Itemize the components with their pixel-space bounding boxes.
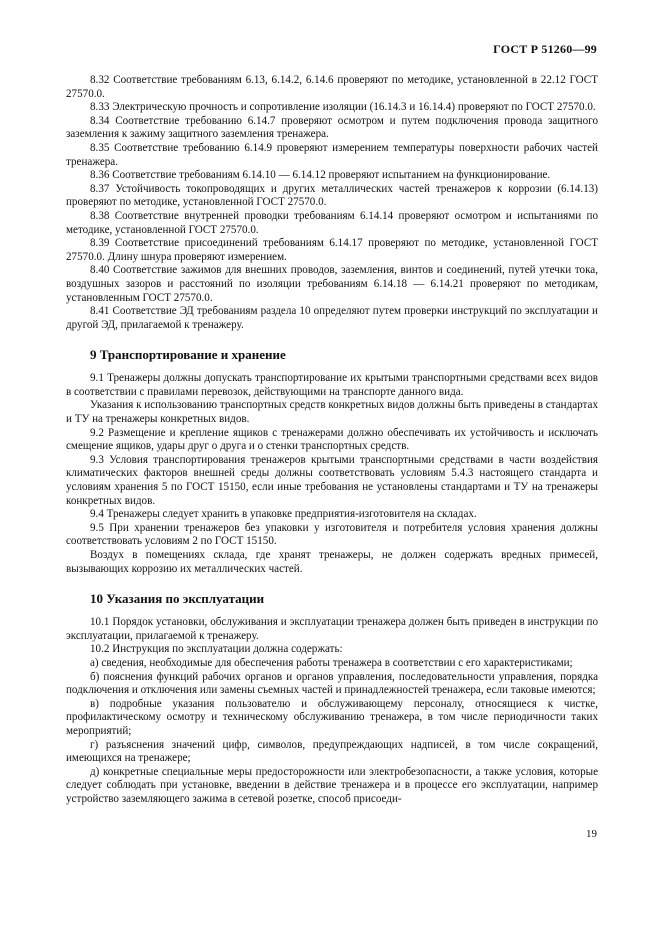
paragraph-8-41: 8.41 Соответствие ЭД требованиям раздела 10 определяют путем проверки инструкций по эксплуатации и другой ЭД, прилагаемой к тренажеру. <box>66 305 598 331</box>
list-item-v: в) подробные указания пользователю и обслуживающему персоналу, относящиеся к чистке, профилактическому осмотру и техническому обслуживанию тренажера, в том числе периодичности таких мероприятий; <box>66 697 598 737</box>
list-item-a: а) сведения, необходимые для обеспечения работы тренажера в соответствии с его характеристиками; <box>90 656 573 669</box>
paragraph-9-1: 9.1 Тренажеры должны допускать транспортирование их крытыми транспортными средствами всех видов в соответствии с правилами перевозок, действующими на транспорте данного вида. <box>66 372 598 398</box>
paragraph-9-5: 9.5 При хранении тренажеров без упаковки у изготовителя и потребителя условия хранения должны соответствовать условиям 2 по ГОСТ 15150. <box>66 521 598 548</box>
paragraph-8-32: 8.32 Соответствие требованиям 6.13, 6.14.2, 6.14.6 проверяют по методике, установленной в 22.12 ГОСТ 27570.0. <box>66 74 598 100</box>
list-item-d: д) конкретные специальные меры предосторожности или электробезопасности, а также условия, которые следует соблюдать при установке, введении в действие тренажера и в процессе его эксплуатации, например устройство заземляющего зажима в сетевой розетке, способ присоеди- <box>66 765 598 805</box>
list-item-g: г) разъяснения значений цифр, символов, предупреждающих надписей, в том числе сокращений, имеющихся на тренажере; <box>66 738 598 765</box>
paragraph-8-40: 8.40 Соответствие зажимов для внешних проводов, заземления, винтов и соединений, путей утечки тока, воздушных зазоров и расстояний по изоляции требованиям 6.14.18 — 6.14.21 проверяют по методикам, установленным ГОСТ 27570.0. <box>66 264 598 304</box>
paragraph-9-4: 9.4 Тренажеры следует хранить в упаковке предприятия-изготовителя на складах. <box>90 508 477 521</box>
paragraph-8-39: 8.39 Соответствие присоединений требованиям 6.14.17 проверяют по методике, установленной ГОСТ 27570.0. Длину шнура проверяют измерением. <box>66 237 598 263</box>
paragraph-10-1: 10.1 Порядок установки, обслуживания и эксплуатации тренажера должен быть приведен в инструкции по эксплуатации, прилагаемой к тренажеру. <box>66 616 598 642</box>
paragraph-8-34: 8.34 Соответствие требованию 6.14.7 проверяют осмотром и путем подключения провода защитного заземления к зажиму защитного заземления тренажера. <box>66 114 598 141</box>
section-9-heading: 9 Транспортирование и хранение <box>90 347 286 363</box>
paragraph-8-35: 8.35 Соответствие требованию 6.14.9 проверяют измерением температуры поверхности рабочих частей тренажера. <box>66 141 598 168</box>
standard-code-header: ГОСТ Р 51260—99 <box>493 42 597 56</box>
document-body <box>66 74 598 807</box>
paragraph-8-33: 8.33 Электрическую прочность и сопротивление изоляции (16.14.3 и 16.14.4) проверяют по ГОСТ 27570.0. <box>90 101 596 114</box>
paragraph-9-5-note: Воздух в помещениях склада, где хранят тренажеры, не должен содержать вредных примесей, вызывающих коррозию их металлических частей. <box>66 549 598 575</box>
paragraph-10-2: 10.2 Инструкция по эксплуатации должна содержать: <box>90 643 343 656</box>
paragraph-9-1-note: Указания к использованию транспортных средств конкретных видов должны быть приведены в стандартах и ТУ на тренажеры конкретных видов. <box>66 399 598 426</box>
paragraph-9-3: 9.3 Условия транспортирования тренажеров крытыми транспортными средствами в части воздействия климатических факторов внешней среды должны соответствовать условиям 5.4.3 настоящего стандарта и условиям хранения 5 по ГОСТ 15150, если иные требования не установлены стандартами и ТУ на тренажеры конкретных видов. <box>66 453 598 507</box>
paragraph-8-37: 8.37 Устойчивость токопроводящих и других металлических частей тренажеров к коррозии (6.14.13) проверяют по методике, установленной ГОСТ 27570.0. <box>66 182 598 209</box>
section-10-body <box>66 616 598 806</box>
section-10-heading: 10 Указания по эксплуатации <box>90 591 265 607</box>
paragraph-8-36: 8.36 Соответствие требованиям 6.14.10 — 6.14.12 проверяют испытанием на функционирование. <box>90 169 551 182</box>
page-number: 19 <box>586 828 597 840</box>
paragraph-9-2: 9.2 Размещение и крепление ящиков с тренажерами должно обеспечивать их устойчивость и исключать смещение ящиков, удары друг о друга и о стенки транспортных средств. <box>66 426 598 453</box>
section-8-continuation <box>66 74 598 332</box>
paragraph-8-38: 8.38 Соответствие внутренней проводки требованиям 6.14.14 проверяют осмотром и испытаниями по методике, установленной ГОСТ 27570.0. <box>66 209 598 236</box>
list-item-b: б) пояснения функций рабочих органов и органов управления, последовательности управления, порядка подключения и отключения или замены съемных частей и принадлежностей тренажера, если таковые имеются; <box>66 670 598 697</box>
section-9-body <box>66 372 598 576</box>
